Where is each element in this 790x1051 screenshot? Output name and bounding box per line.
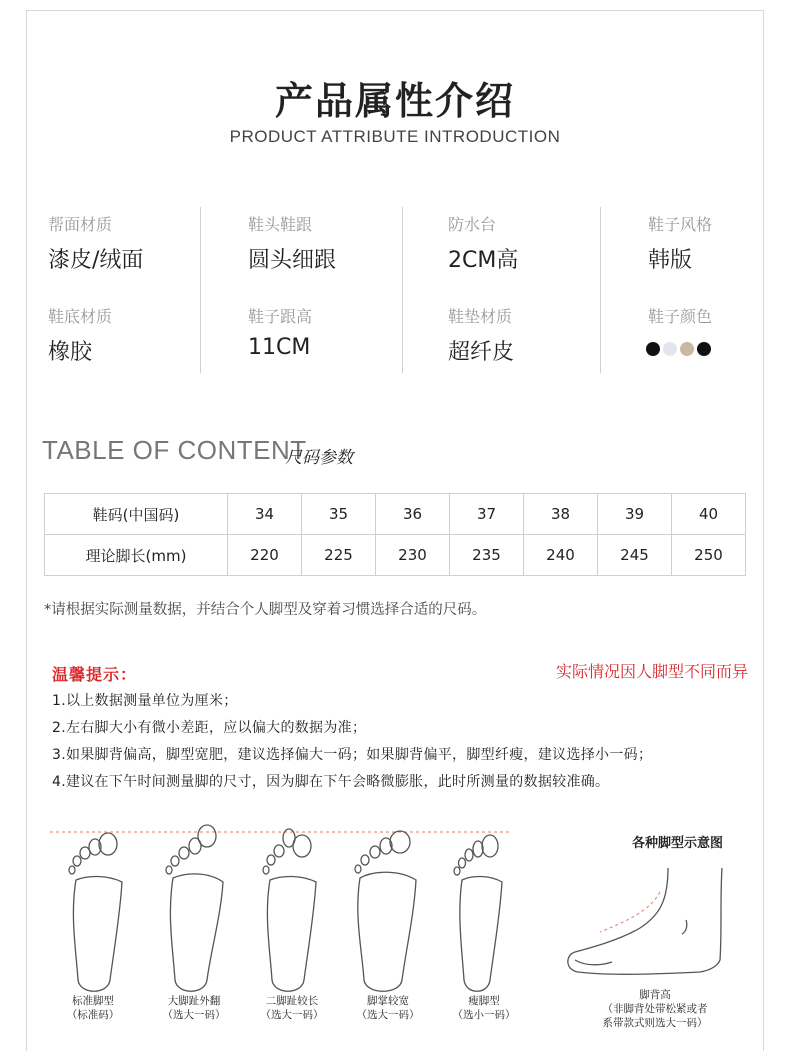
foot-label-line: 脚背高 xyxy=(639,989,671,1001)
foot-long-second-toe-icon xyxy=(263,829,316,991)
table-row xyxy=(45,494,746,535)
color-swatch[interactable] xyxy=(697,342,711,356)
attr-label-insole-material: 鞋垫材质 xyxy=(448,307,513,326)
foot-label-bunion xyxy=(156,994,232,1022)
attr-value-style: 韩版 xyxy=(648,248,693,273)
table-row-header: 理论脚长(mm) xyxy=(45,535,228,576)
instep-guide-line xyxy=(600,892,660,932)
divider xyxy=(200,207,201,373)
foot-types-title: 各种脚型示意图 xyxy=(632,836,724,851)
foot-bunion-icon xyxy=(166,825,223,991)
divider xyxy=(402,207,403,373)
foot-label-line: 瘦脚型 xyxy=(468,995,500,1007)
attr-value-sole-material: 橡胶 xyxy=(48,340,93,365)
attr-label-platform: 防水台 xyxy=(448,215,497,234)
table-cell: 230 xyxy=(376,535,450,576)
foot-label-line: （标准码） xyxy=(66,1009,120,1021)
attr-label-color: 鞋子颜色 xyxy=(648,307,713,326)
foot-label-line: 大脚趾外翻 xyxy=(167,995,221,1007)
table-cell: 34 xyxy=(228,494,302,535)
table-cell: 245 xyxy=(598,535,672,576)
table-cell: 37 xyxy=(450,494,524,535)
attr-value-insole-material: 超纤皮 xyxy=(448,340,515,365)
attr-value-platform: 2CM高 xyxy=(448,248,519,273)
size-note: *请根据实际测量数据，并结合个人脚型及穿着习惯选择合适的尺码。 xyxy=(44,602,487,618)
attr-label-upper-material: 帮面材质 xyxy=(48,215,113,234)
table-row xyxy=(45,535,746,576)
color-swatch[interactable] xyxy=(663,342,677,356)
color-swatch[interactable] xyxy=(680,342,694,356)
size-table xyxy=(44,493,746,576)
attr-value-toe-heel: 圆头细跟 xyxy=(248,248,337,273)
foot-label-wide xyxy=(350,994,426,1022)
toc-title: TABLE OF CONTENT xyxy=(42,435,307,465)
list-item: 1.以上数据测量单位为厘米； xyxy=(52,693,238,709)
foot-label-line: 脚掌较宽 xyxy=(367,995,409,1007)
list-item: 2.左右脚大小有微小差距，应以偏大的数据为准； xyxy=(52,720,367,736)
foot-standard-icon xyxy=(69,833,122,991)
toc-subtitle: 尺码参数 xyxy=(285,448,353,468)
tips-list xyxy=(52,688,652,796)
foot-label-slim xyxy=(446,994,522,1022)
attr-label-heel-height: 鞋子跟高 xyxy=(248,307,313,326)
list-item: 3.如果脚背偏高，脚型宽肥，建议选择偏大一码；如果脚背偏平，脚型纤瘦，建议选择小一码； xyxy=(52,747,653,763)
table-cell: 35 xyxy=(302,494,376,535)
tips-right-note: 实际情况因人脚型不同而异 xyxy=(555,662,748,681)
color-swatch[interactable] xyxy=(646,342,660,356)
table-cell: 38 xyxy=(524,494,598,535)
foot-label-line: （选大一码） xyxy=(260,1009,324,1021)
foot-label-long-second-toe xyxy=(254,994,330,1022)
table-cell: 39 xyxy=(598,494,672,535)
foot-label-line: 二脚趾较长 xyxy=(265,995,319,1007)
table-cell: 235 xyxy=(450,535,524,576)
foot-label-standard xyxy=(60,994,126,1022)
attr-label-toe-heel: 鞋头鞋跟 xyxy=(248,215,313,234)
page-title: 产品属性介绍 xyxy=(274,79,515,123)
divider xyxy=(600,207,601,373)
table-cell: 40 xyxy=(672,494,746,535)
color-swatches xyxy=(646,342,711,356)
foot-high-instep-icon xyxy=(568,868,722,974)
table-cell: 250 xyxy=(672,535,746,576)
foot-label-line: （选大一码） xyxy=(162,1009,226,1021)
table-cell: 36 xyxy=(376,494,450,535)
foot-label-line: （非脚背处带松紧或者 xyxy=(602,1003,708,1015)
table-cell: 220 xyxy=(228,535,302,576)
foot-label-line: （选小一码） xyxy=(452,1009,516,1021)
foot-outlines xyxy=(69,825,722,991)
attr-value-upper-material: 漆皮/绒面 xyxy=(48,248,144,273)
table-row-header: 鞋码(中国码) xyxy=(45,494,228,535)
attr-label-sole-material: 鞋底材质 xyxy=(48,307,113,326)
attr-value-heel-height: 11CM xyxy=(248,335,311,360)
page-subtitle: PRODUCT ATTRIBUTE INTRODUCTION xyxy=(229,127,561,146)
foot-label-line: 系带款式则选大一码） xyxy=(602,1017,708,1029)
attr-label-style: 鞋子风格 xyxy=(648,215,713,234)
foot-label-line: （选大一码） xyxy=(356,1009,420,1021)
tips-title: 温馨提示： xyxy=(52,665,138,684)
attribute-grid xyxy=(36,205,746,375)
foot-slim-icon xyxy=(454,835,502,991)
foot-wide-icon xyxy=(355,831,416,991)
table-cell: 240 xyxy=(524,535,598,576)
foot-label-high-instep xyxy=(580,988,730,1030)
foot-label-line: 标准脚型 xyxy=(72,995,114,1007)
table-cell: 225 xyxy=(302,535,376,576)
list-item: 4.建议在下午时间测量脚的尺寸，因为脚在下午会略微膨胀，此时所测量的数据较准确。 xyxy=(52,774,610,790)
